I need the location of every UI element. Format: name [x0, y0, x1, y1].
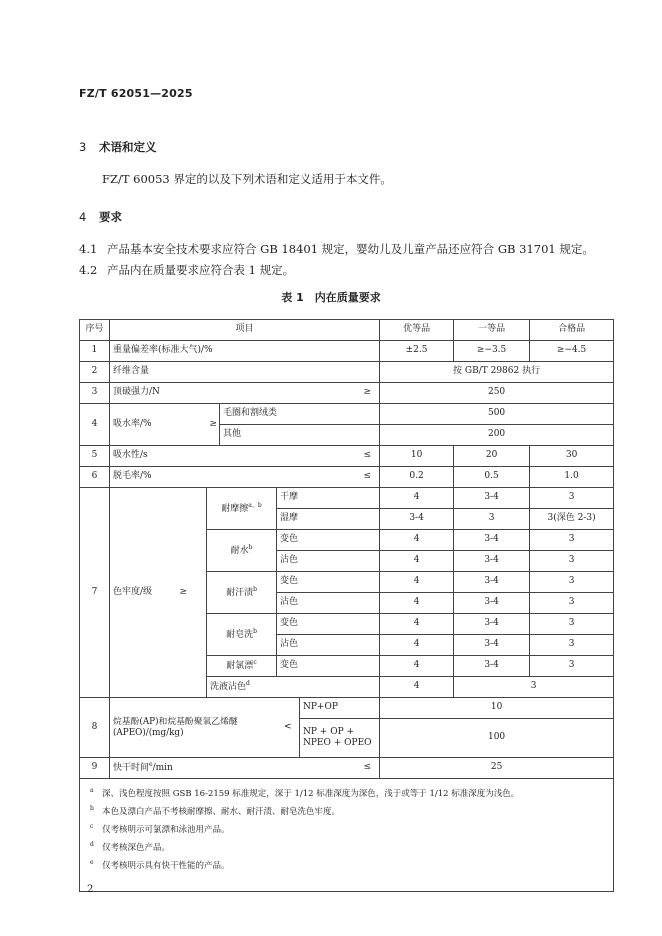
value-cell: ≥−3.5: [454, 341, 530, 362]
clause-4-1-text: 产品基本安全技术要求应符合 GB 18401 规定，婴幼儿及儿童产品还应符合 GB 31701 规定。: [107, 242, 594, 256]
row-seq: 4: [80, 404, 110, 446]
row-seq: 1: [80, 341, 110, 362]
footnote-mark: c: [90, 823, 94, 830]
value-cell: 4: [380, 530, 454, 551]
sub-item: 毛圈和割绒类: [220, 404, 380, 425]
fastness-soap-label: 耐皂洗: [226, 629, 254, 640]
fastness-group: [207, 572, 277, 614]
header-grade-first: 一等品: [454, 320, 530, 341]
value-cell: 3: [530, 614, 614, 635]
footnote-mark: b: [248, 543, 253, 551]
table-row: [80, 758, 614, 779]
sub-item: 变色: [277, 614, 380, 635]
footnote-mark: e: [149, 761, 153, 769]
row-item: 吸水率/%: [110, 404, 207, 446]
sub-item: 其他: [220, 425, 380, 446]
page-number: 2: [87, 884, 94, 895]
value-cell: 3: [530, 635, 614, 656]
section-3-number: 3: [79, 140, 87, 154]
footnote-mark: a、b: [248, 501, 262, 509]
comparison-symbol: ≤: [300, 446, 380, 467]
footnote-mark: a: [90, 787, 94, 794]
comparison-symbol: ≤: [300, 467, 380, 488]
sub-item: 变色: [277, 572, 380, 593]
fastness-group: [207, 677, 380, 698]
row-item: 纤维含量: [110, 362, 380, 383]
section-4-number: 4: [79, 210, 87, 224]
footnotes: [80, 779, 614, 892]
table-row: [80, 404, 614, 425]
footnote-mark: e: [90, 859, 94, 866]
value-cell: ≥−4.5: [530, 341, 614, 362]
footnote-mark: d: [246, 680, 250, 688]
value-cell: 3: [530, 551, 614, 572]
footnote: [90, 821, 603, 839]
sub-item: 湿摩: [277, 509, 380, 530]
sub-item: NP+OP: [300, 698, 380, 719]
section-4-title: 要求: [99, 210, 122, 224]
footnote-text: 仅考核深色产品。: [102, 843, 171, 853]
footnote: [90, 839, 603, 857]
row-seq: 8: [80, 698, 110, 758]
value-cell: ±2.5: [380, 341, 454, 362]
footnote: [90, 857, 603, 875]
row-seq: 7: [80, 488, 110, 698]
comparison-symbol: ≥: [177, 488, 207, 698]
row-seq: 9: [80, 758, 110, 779]
table-header-row: [80, 320, 614, 341]
value-cell: 3: [530, 488, 614, 509]
value-cell: 3-4: [380, 509, 454, 530]
quick-dry-unit: /min: [152, 763, 173, 774]
value-cell: 4: [380, 488, 454, 509]
sub-item: 沾色: [277, 551, 380, 572]
row-seq: 6: [80, 467, 110, 488]
value-cell: 0.5: [454, 467, 530, 488]
clause-4-2: [79, 262, 294, 278]
row-seq: 2: [80, 362, 110, 383]
footnotes-row: [80, 779, 614, 892]
footnote: [90, 785, 603, 803]
section-4-heading: [79, 209, 122, 225]
value-cell: 3-4: [454, 551, 530, 572]
value-cell: 3-4: [454, 530, 530, 551]
value-cell: 0.2: [380, 467, 454, 488]
quality-table: [79, 319, 614, 892]
table-row: [80, 467, 614, 488]
fastness-sweat-label: 耐汗渍: [226, 587, 254, 598]
footnote-text: 深、浅色程度按照 GSB 16-2159 标准规定，深于 1/12 标准深度为深色，浅于或等于 1/12 标准深度为浅色。: [102, 789, 520, 799]
value-cell: 10: [380, 446, 454, 467]
header-item: 项目: [110, 320, 380, 341]
row-item: 顶破强力/N: [110, 383, 300, 404]
sub-item: NP + OP + NPEO + OPEO: [300, 719, 380, 758]
row-item: [110, 758, 300, 779]
standard-code: FZ/T 62051—2025: [79, 87, 193, 100]
row-item: 脱毛率/%: [110, 467, 300, 488]
value-cell: 4: [380, 656, 454, 677]
footnote-text: 本色及漂白产品不考核耐摩擦、耐水、耐汗渍、耐皂洗色牢度。: [102, 807, 341, 817]
value-cell: 3: [530, 530, 614, 551]
value-cell: 3-4: [454, 614, 530, 635]
row-item: 吸水性/s: [110, 446, 300, 467]
value-cell: 按 GB/T 29862 执行: [380, 362, 614, 383]
table-row: [80, 383, 614, 404]
table-row: [80, 341, 614, 362]
comparison-symbol: ≥: [300, 383, 380, 404]
table-caption: 表 1 内在质量要求: [281, 291, 381, 304]
sub-item: 干摩: [277, 488, 380, 509]
fastness-group: [207, 656, 277, 677]
value-cell: 10: [380, 698, 614, 719]
table-row: [80, 362, 614, 383]
value-cell: 3: [530, 572, 614, 593]
row-item: 色牢度/级: [110, 488, 177, 698]
value-cell: 3(深色 2-3): [530, 509, 614, 530]
value-cell: 25: [380, 758, 614, 779]
header-grade-superior: 优等品: [380, 320, 454, 341]
sub-item: 变色: [277, 656, 380, 677]
value-cell: 100: [380, 719, 614, 758]
value-cell: 500: [380, 404, 614, 425]
fastness-chlorine-label: 耐氯漂: [226, 661, 254, 672]
row-item: 烷基酚(AP)和烷基酚聚氧乙烯醚(APEO)/(mg/kg): [110, 698, 277, 758]
header-grade-qualified: 合格品: [530, 320, 614, 341]
fastness-rub-label: 耐摩擦: [221, 503, 249, 514]
value-cell: 20: [454, 446, 530, 467]
clause-4-1: [79, 241, 594, 257]
value-cell: 4: [380, 635, 454, 656]
value-cell: 3-4: [454, 593, 530, 614]
value-cell: 3: [454, 509, 530, 530]
value-cell: 1.0: [530, 467, 614, 488]
header-seq: 序号: [80, 320, 110, 341]
value-cell: 3-4: [454, 635, 530, 656]
section-3-title: 术语和定义: [99, 140, 157, 154]
value-cell: 4: [380, 593, 454, 614]
table-row: [80, 698, 614, 719]
table-row: [80, 446, 614, 467]
value-cell: 30: [530, 446, 614, 467]
value-cell: 3: [454, 677, 614, 698]
sub-item: 沾色: [277, 635, 380, 656]
comparison-symbol: ≥: [207, 404, 220, 446]
sub-item: 变色: [277, 530, 380, 551]
footnote-text: 仅考核明示具有快干性能的产品。: [102, 861, 230, 871]
footnote-mark: b: [253, 585, 257, 593]
footnote-mark: b: [253, 627, 257, 635]
footnote-mark: d: [90, 841, 94, 848]
fastness-wash-label: 洗液沾色: [210, 682, 247, 693]
section-3-text: FZ/T 60053 界定的以及下列术语和定义适用于本文件。: [102, 172, 392, 186]
fastness-group: [207, 488, 277, 530]
value-cell: 4: [380, 614, 454, 635]
value-cell: 4: [380, 677, 454, 698]
table-row: [80, 488, 614, 509]
row-seq: 3: [80, 383, 110, 404]
comparison-symbol: ≤: [300, 758, 380, 779]
fastness-water-label: 耐水: [230, 545, 249, 556]
fastness-group: [207, 530, 277, 572]
row-item: 重量偏差率(标准大气)/%: [110, 341, 380, 362]
footnote: [90, 803, 603, 821]
comparison-symbol: <: [277, 698, 300, 758]
value-cell: 3-4: [454, 488, 530, 509]
section-3-heading: [79, 139, 157, 155]
value-cell: 4: [380, 572, 454, 593]
footnote-mark: b: [90, 805, 94, 812]
value-cell: 3-4: [454, 572, 530, 593]
clause-4-2-number: 4.2: [79, 263, 98, 277]
value-cell: 4: [380, 551, 454, 572]
value-cell: 200: [380, 425, 614, 446]
clause-4-1-number: 4.1: [79, 242, 98, 256]
clause-4-2-text: 产品内在质量要求应符合表 1 规定。: [107, 263, 295, 277]
fastness-group: [207, 614, 277, 656]
quick-dry-label: 快干时间: [113, 763, 150, 774]
footnote-text: 仅考核明示可氯漂和泳池用产品。: [102, 825, 230, 835]
value-cell: 3: [530, 593, 614, 614]
value-cell: 3-4: [454, 656, 530, 677]
value-cell: 3: [530, 656, 614, 677]
sub-item: 沾色: [277, 593, 380, 614]
footnote-mark: c: [253, 659, 257, 667]
row-seq: 5: [80, 446, 110, 467]
value-cell: 250: [380, 383, 614, 404]
